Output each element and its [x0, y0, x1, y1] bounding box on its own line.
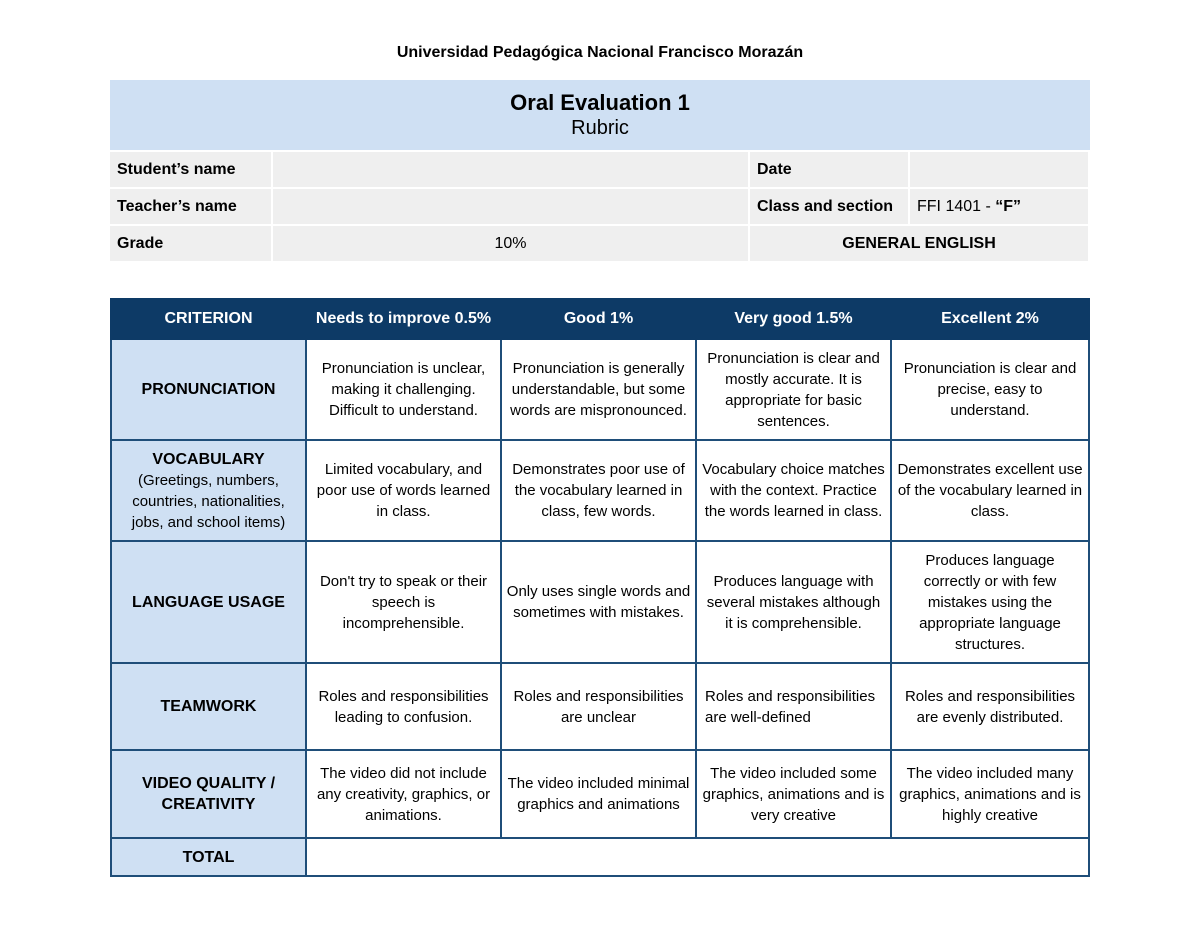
criterion-language-usage: LANGUAGE USAGE	[111, 541, 306, 663]
rubric-cell: The video included some graphics, animations and is very creative	[696, 750, 891, 838]
table-row	[111, 750, 1089, 838]
rubric-cell: Only uses single words and sometimes with mistakes.	[501, 541, 696, 663]
teacher-name-label: Teacher’s name	[110, 189, 273, 226]
evaluation-header-table	[110, 80, 1090, 263]
evaluation-subtitle: Rubric	[571, 117, 629, 139]
table-row	[111, 663, 1089, 750]
rubric-cell: Don't try to speak or their speech is incomprehensible.	[306, 541, 501, 663]
column-header-excellent: Excellent 2%	[891, 299, 1089, 339]
column-header-very-good: Very good 1.5%	[696, 299, 891, 339]
rubric-cell: Vocabulary choice matches with the context. Practice the words learned in class.	[696, 440, 891, 541]
rubric-header-row	[111, 299, 1089, 339]
rubric-cell: The video included many graphics, animations and is highly creative	[891, 750, 1089, 838]
student-name-label: Student’s name	[110, 152, 273, 189]
rubric-cell: The video included minimal graphics and animations	[501, 750, 696, 838]
table-row	[111, 541, 1089, 663]
column-header-criterion: CRITERION	[111, 299, 306, 339]
class-section-label: Class and section	[750, 189, 910, 226]
student-name-field[interactable]	[273, 152, 750, 189]
grade-value: 10%	[273, 226, 750, 263]
grade-label: Grade	[110, 226, 273, 263]
rubric-cell: Produces language correctly or with few mistakes using the appropriate language structures.	[891, 541, 1089, 663]
course-name: GENERAL ENGLISH	[750, 226, 1090, 263]
rubric-cell: The video did not include any creativity, graphics, or animations.	[306, 750, 501, 838]
total-row	[111, 838, 1089, 876]
criterion-video-quality: VIDEO QUALITY / CREATIVITY	[111, 750, 306, 838]
rubric-cell: Limited vocabulary, and poor use of words learned in class.	[306, 440, 501, 541]
rubric-cell: Roles and responsibilities are unclear	[501, 663, 696, 750]
rubric-cell: Pronunciation is unclear, making it challenging. Difficult to understand.	[306, 339, 501, 440]
table-row	[111, 440, 1089, 541]
table-row	[111, 339, 1089, 440]
total-field[interactable]	[306, 838, 1089, 876]
rubric-cell: Roles and responsibilities leading to confusion.	[306, 663, 501, 750]
teacher-name-field[interactable]	[273, 189, 750, 226]
criterion-vocabulary	[111, 440, 306, 541]
criterion-vocabulary-title: VOCABULARY	[152, 450, 265, 468]
evaluation-title-block	[110, 80, 1090, 152]
university-name: Universidad Pedagógica Nacional Francisco Morazán	[396, 44, 804, 61]
rubric-cell: Pronunciation is clear and precise, easy to understand.	[891, 339, 1089, 440]
date-label: Date	[750, 152, 910, 189]
rubric-table	[110, 298, 1090, 877]
rubric-cell: Demonstrates excellent use of the vocabulary learned in class.	[891, 440, 1089, 541]
criterion-vocabulary-detail: (Greetings, numbers, countries, nationalities, jobs, and school items)	[131, 471, 286, 531]
criterion-teamwork: TEAMWORK	[111, 663, 306, 750]
date-field[interactable]	[910, 152, 1090, 189]
evaluation-title: Oral Evaluation 1	[510, 90, 690, 115]
column-header-needs-improve: Needs to improve 0.5%	[306, 299, 501, 339]
rubric-cell: Demonstrates poor use of the vocabulary learned in class, few words.	[501, 440, 696, 541]
column-header-good: Good 1%	[501, 299, 696, 339]
total-label: TOTAL	[111, 838, 306, 876]
class-code: FFI 1401 -	[917, 197, 996, 215]
rubric-cell: Roles and responsibilities are evenly distributed.	[891, 663, 1089, 750]
rubric-cell: Pronunciation is clear and mostly accurate. It is appropriate for basic sentences.	[696, 339, 891, 440]
class-section-value	[910, 189, 1090, 226]
section-letter: “F”	[995, 197, 1022, 215]
rubric-cell: Pronunciation is generally understandable, but some words are mispronounced.	[501, 339, 696, 440]
criterion-pronunciation: PRONUNCIATION	[111, 339, 306, 440]
rubric-cell: Roles and responsibilities are well-defined	[696, 663, 891, 750]
rubric-cell: Produces language with several mistakes although it is comprehensible.	[696, 541, 891, 663]
